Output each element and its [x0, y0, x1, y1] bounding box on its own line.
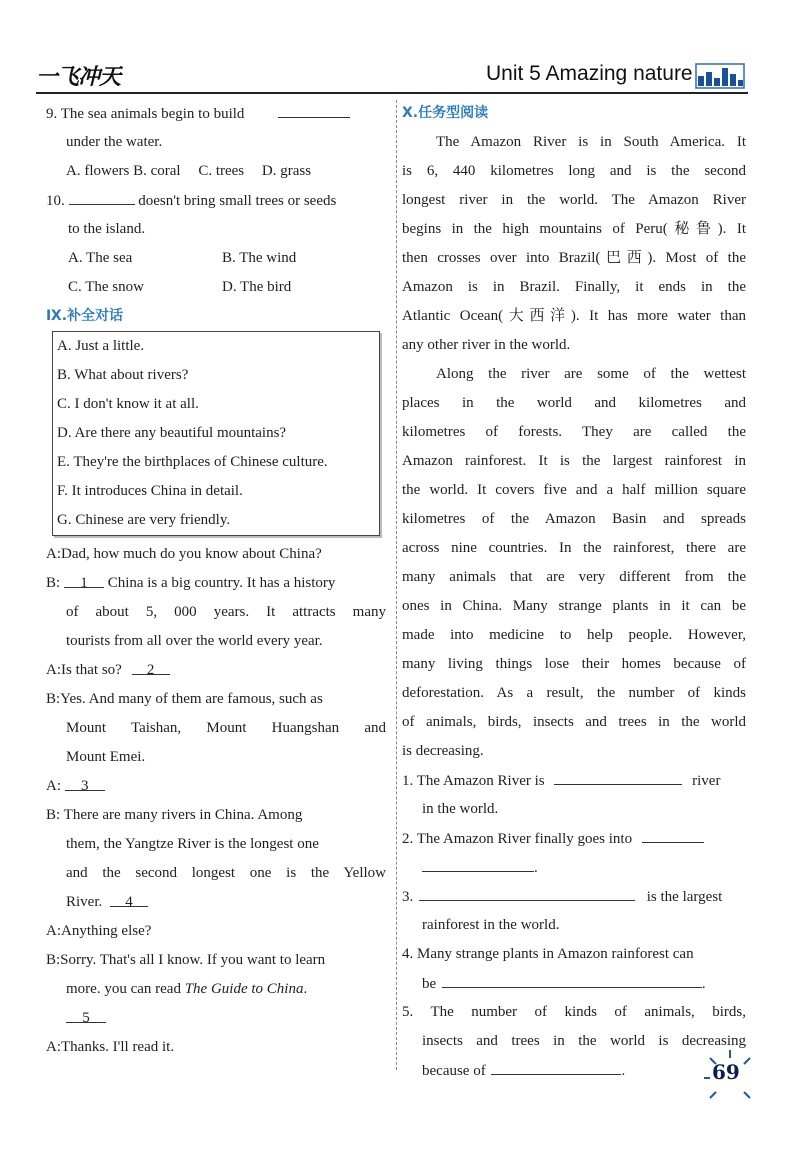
q9-options: [46, 157, 386, 186]
brand-logo: 一飞冲天: [36, 65, 121, 90]
dialog-b1-line2: of about 5, 000 years. It attracts many: [66, 604, 386, 620]
q9-answer-blank[interactable]: [278, 99, 350, 118]
passage-line: Atlantic Ocean(大西洋). It has more water than: [402, 308, 746, 324]
passage-line: many animals that are very different from the: [402, 569, 746, 585]
dialog-b2-line2: Mount Taishan, Mount Huangshan and: [66, 720, 386, 736]
passage-line: the world. It covers five and a half million square: [402, 482, 746, 498]
dialog-a5: A:Thanks. I'll read it.: [46, 1039, 175, 1055]
passage-line: is 6, 440 kilometres long and is the second: [402, 163, 746, 179]
passage-line: Along the river are some of the wettest: [436, 366, 746, 382]
dialog-blank5-line: [46, 1004, 386, 1033]
task-q5-line2: insects and trees in the world is decreasing: [422, 1033, 746, 1049]
dialog-blank-4[interactable]: 4: [110, 888, 148, 907]
box-option-f: F. It introduces China in detail.: [57, 483, 243, 499]
q10-options-row2: [46, 273, 386, 302]
q10-options-row1: [46, 244, 386, 273]
section-9-title: Ⅸ.补全对话: [46, 308, 124, 324]
section-10-title: Ⅹ.任务型阅读: [402, 105, 489, 121]
passage-line: many living things lose their homes because of: [402, 656, 746, 672]
passage-line: is decreasing.: [402, 743, 484, 759]
dialog-a4: A:Anything else?: [46, 923, 152, 939]
page-header: [0, 0, 800, 100]
dialog-blank-3[interactable]: 3: [65, 772, 105, 791]
passage-line: across nine countries. In the rainforest, there are: [402, 540, 746, 556]
task-q2-blank-b[interactable]: [422, 853, 534, 872]
dialog-b4-line2: more. you can read The Guide to China.: [66, 981, 308, 997]
q10-option-c[interactable]: C. The snow: [68, 279, 144, 295]
header-rule: [36, 92, 748, 94]
q10-option-b[interactable]: B. The wind: [222, 250, 297, 266]
passage-line: longest river in the world. The Amazon River: [402, 192, 746, 208]
passage-line: kilometres of forests. They are called the: [402, 424, 746, 440]
passage-line: any other river in the world.: [402, 337, 571, 353]
dialog-b3-line2: them, the Yangtze River is the longest one: [66, 836, 319, 852]
passage-line: The Amazon River is in South America. It: [436, 134, 746, 150]
passage-line: places in the world and kilometres and: [402, 395, 746, 411]
task-q2-line2: .: [402, 853, 746, 882]
task-q3-line1: 3. is the largest: [402, 882, 746, 911]
task-q4-line1: 4. Many strange plants in Amazon rainforest can: [402, 946, 694, 962]
passage-line: made into medicine to help people. However,: [402, 627, 746, 643]
task-q5-line1: 5. The number of kinds of animals, birds,: [402, 1004, 746, 1020]
q10-answer-blank[interactable]: [69, 186, 135, 205]
box-option-d: D. Are there any beautiful mountains?: [57, 425, 287, 441]
q10-line1: 10. doesn't bring small trees or seeds: [46, 186, 386, 215]
box-option-e: E. They're the birthplaces of Chinese culture.: [57, 454, 328, 470]
task-q5-blank[interactable]: [491, 1056, 621, 1075]
dialog-b3-line3: and the second longest one is the Yellow: [66, 865, 386, 881]
right-column: [402, 99, 746, 1085]
q9-option-a[interactable]: A. flowers: [66, 163, 130, 179]
passage-line: Amazon is in Brazil. Finally, it ends in the: [402, 279, 746, 295]
passage-line: ones in China. Many strange plants in it can be: [402, 598, 746, 614]
book-title: The Guide to China: [184, 981, 304, 997]
passage-line: kilometres of the Amazon Basin and spreads: [402, 511, 746, 527]
dialog-b2-line1: B:Yes. And many of them are famous, such as: [46, 691, 323, 707]
task-q4-line2: be .: [402, 969, 746, 998]
task-q1-blank[interactable]: [554, 766, 682, 785]
task-q2-blank-a[interactable]: [642, 824, 704, 843]
unit-title: Unit 5 Amazing nature: [486, 62, 693, 85]
q10-option-d[interactable]: D. The bird: [222, 279, 292, 295]
box-option-c: C. I don't know it at all.: [57, 396, 199, 412]
task-q1-line1: 1. The Amazon River is river: [402, 766, 746, 795]
dialog-b1-line3: tourists from all over the world every year.: [66, 633, 323, 649]
dialog-b3-line4: River. 4: [46, 888, 386, 917]
dialog-a3: A: 3: [46, 772, 386, 801]
box-option-g: G. Chinese are very friendly.: [57, 512, 231, 528]
dialog-blank-5[interactable]: 5: [66, 1004, 106, 1023]
task-q5-line3: because of .: [402, 1056, 746, 1085]
task-q3-blank[interactable]: [419, 882, 635, 901]
page-number: 69: [712, 1060, 740, 1084]
dialog-a1: A:Dad, how much do you know about China?: [46, 546, 322, 562]
q10-option-a[interactable]: A. The sea: [68, 250, 133, 266]
q9-line1: 9. The sea animals begin to build: [46, 99, 386, 128]
box-option-b: B. What about rivers?: [57, 367, 189, 383]
q9-option-b[interactable]: B. coral: [133, 163, 181, 179]
grid-decoration-icon: [694, 58, 746, 90]
q9-option-c[interactable]: C. trees: [198, 163, 245, 179]
left-column: [46, 99, 386, 1062]
dialog-b4-line1: B:Sorry. That's all I know. If you want to learn: [46, 952, 326, 968]
options-box: [52, 331, 380, 536]
passage-line: of animals, birds, insects and trees in the world: [402, 714, 746, 730]
dialog-b2-line3: Mount Emei.: [66, 749, 146, 765]
dialog-a2: A:Is that so? 2: [46, 656, 386, 685]
column-divider: [396, 100, 397, 1070]
passage-line: Amazon rainforest. It is the largest rainforest in: [402, 453, 746, 469]
passage-line: begins in the high mountains of Peru(秘鲁). It: [402, 221, 746, 237]
task-q3-line2: rainforest in the world.: [422, 917, 560, 933]
q9-line2: under the water.: [66, 134, 163, 150]
passage-line: deforestation. As a result, the number of kinds: [402, 685, 746, 701]
q9-option-d[interactable]: D. grass: [261, 163, 312, 179]
q10-line2: to the island.: [68, 221, 146, 237]
task-q1-line2: in the world.: [422, 801, 499, 817]
box-option-a: A. Just a little.: [57, 338, 145, 354]
dialog-blank-1[interactable]: 1: [64, 569, 104, 588]
dialog-b1-line1: B: 1 China is a big country. It has a history: [46, 569, 386, 598]
passage-line: then crosses over into Brazil(巴西). Most of the: [402, 250, 746, 266]
task-q2-line1: 2. The Amazon River finally goes into: [402, 824, 746, 853]
dialog-b3-line1: B: There are many rivers in China. Among: [46, 807, 303, 823]
dialog-blank-2[interactable]: 2: [132, 656, 170, 675]
task-q4-blank[interactable]: [442, 969, 702, 988]
